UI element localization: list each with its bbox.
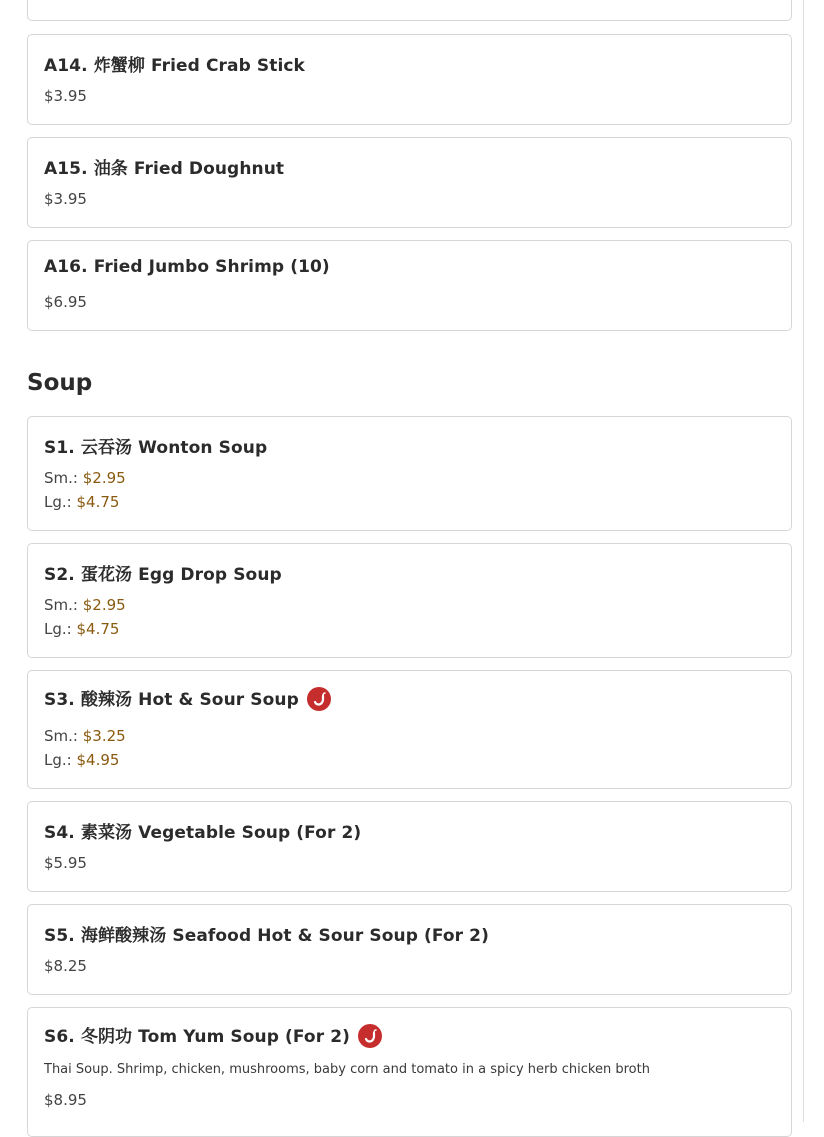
menu-item-card[interactable]	[27, 1007, 792, 1137]
item-name: S5. 海鲜酸辣汤 Seafood Hot & Sour Soup (For 2)	[44, 926, 489, 946]
chili-pepper-icon	[307, 687, 331, 711]
size-large-row	[44, 493, 119, 511]
menu-item-card[interactable]	[27, 670, 792, 789]
item-price: $2.95	[82, 596, 126, 614]
size-large-row	[44, 751, 119, 769]
item-price	[44, 0, 87, 1]
item-price: $4.75	[76, 620, 120, 638]
size-large-row	[44, 620, 119, 638]
size-label: Lg.:	[44, 620, 72, 638]
item-name: S1. 云吞汤 Wonton Soup	[44, 438, 268, 458]
size-small-row	[44, 727, 126, 745]
item-name: S3. 酸辣汤 Hot & Sour Soup	[44, 690, 299, 710]
menu-item-card[interactable]	[27, 416, 792, 531]
item-name-row	[44, 1022, 382, 1049]
item-name: S2. 蛋花汤 Egg Drop Soup	[44, 565, 282, 585]
size-label: Lg.:	[44, 493, 72, 511]
menu-item-card[interactable]	[27, 240, 792, 331]
item-price: $4.95	[76, 751, 120, 769]
item-price: $8.25	[44, 957, 87, 975]
item-price: $4.75	[76, 493, 120, 511]
menu-item-card[interactable]	[27, 137, 792, 228]
size-small-row	[44, 469, 126, 487]
item-name: A16. Fried Jumbo Shrimp (10)	[44, 257, 330, 277]
size-label: Lg.:	[44, 751, 72, 769]
menu-item-card[interactable]	[27, 34, 792, 125]
menu-item-card-partial[interactable]	[27, 0, 792, 21]
page-divider	[803, 0, 804, 1122]
item-price: $6.95	[44, 293, 87, 311]
size-small-row	[44, 596, 126, 614]
item-name-row	[44, 685, 331, 712]
item-name: S6. 冬阴功 Tom Yum Soup (For 2)	[44, 1027, 351, 1047]
item-price: $5.95	[44, 854, 87, 872]
chili-pepper-icon	[358, 1024, 382, 1048]
item-name: S4. 素菜汤 Vegetable Soup (For 2)	[44, 823, 362, 843]
item-name: A15. 油条 Fried Doughnut	[44, 159, 285, 179]
item-price: $3.95	[44, 87, 87, 105]
size-label: Sm.:	[44, 596, 78, 614]
item-price: $2.95	[82, 469, 126, 487]
section-title: Soup	[27, 370, 93, 396]
item-price: $8.95	[44, 1091, 87, 1109]
size-label: Sm.:	[44, 727, 78, 745]
size-label: Sm.:	[44, 469, 78, 487]
menu-item-card[interactable]	[27, 904, 792, 995]
item-description: Thai Soup. Shrimp, chicken, mushrooms, baby corn and tomato in a spicy herb chicken broth	[44, 1062, 650, 1077]
item-name: A14. 炸蟹柳 Fried Crab Stick	[44, 56, 305, 76]
menu-item-card[interactable]	[27, 543, 792, 658]
item-price: $3.25	[82, 727, 126, 745]
menu-item-card[interactable]	[27, 801, 792, 892]
item-price: $3.95	[44, 190, 87, 208]
